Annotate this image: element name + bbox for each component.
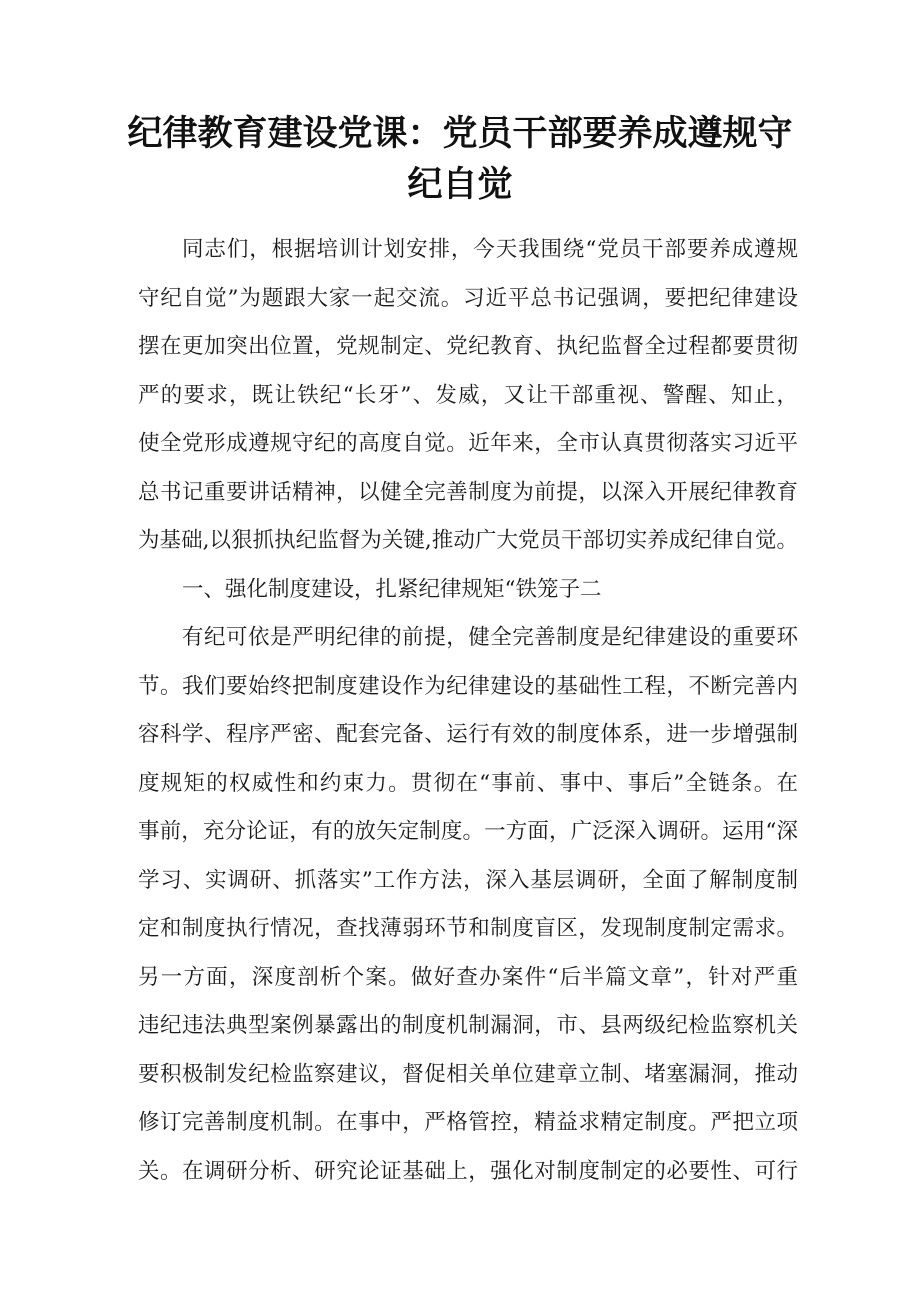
document-title-line-2: 纪自觉 — [407, 165, 513, 205]
paragraph-1-line: 同志们，根据培训计划安排，今天我围绕“党员干部要养成遵规 — [182, 237, 798, 262]
paragraph-1-line: 使全党形成遵规守纪的高度自觉。近年来，全市认真贯彻落实习近平 — [138, 431, 798, 456]
section-heading: 一、强化制度建设，扎紧纪律规矩“铁笼子二 — [182, 576, 602, 602]
paragraph-1-line: 摆在更加突出位置，党规制定、党纪教育、执纪监督全过程都要贯彻 — [138, 334, 798, 359]
paragraph-2-line: 学习、实调研、抓落实”工作方法，深入基层调研，全面了解制度制 — [138, 867, 798, 893]
paragraph-2-line: 有纪可依是严明纪律的前提，健全完善制度是纪律建设的重要环 — [182, 625, 798, 650]
paragraph-1-line: 严的要求，既让铁纪“长牙”、发威，又让干部重视、警醒、知止， — [138, 382, 798, 408]
paragraph-2-line: 容科学、程序严密、配套完备、运行有效的制度体系，进一步增强制 — [138, 722, 798, 747]
paragraph-2-line: 定和制度执行情况，查找薄弱环节和制度盲区，发现制度制定需求。 — [138, 916, 798, 941]
paragraph-2-line: 关。在调研分析、研究论证基础上，强化对制度制定的必要性、可行 — [138, 1158, 798, 1184]
document-body — [138, 226, 798, 1196]
paragraph-1-line: 总书记重要讲话精神，以健全完善制度为前提，以深入开展纪律教育 — [138, 479, 798, 505]
document-title-line-1: 纪律教育建设党课：党员干部要养成遵规守 — [127, 114, 793, 154]
paragraph-2-line: 另一方面，深度剖析个案。做好查办案件“后半篇文章”，针对严重 — [138, 964, 798, 990]
paragraph-2-line: 违纪违法典型案例暴露出的制度机制漏洞，市、县两级纪检监察机关 — [138, 1013, 798, 1038]
paragraph-1-line: 为基础,以狠抓执纪监督为关键,推动广大党员干部切实养成纪律自觉。 — [138, 528, 798, 553]
paragraph-2-line: 修订完善制度机制。在事中，严格管控，精益求精定制度。严把立项 — [138, 1110, 798, 1135]
paragraph-2-line: 度规矩的权威性和约束力。贯彻在“事前、事中、事后”全链条。在 — [138, 770, 798, 796]
paragraph-2-line: 节。我们要始终把制度建设作为纪律建设的基础性工程，不断完善内 — [138, 673, 798, 699]
paragraph-2-line: 事前，充分论证，有的放矢定制度。一方面，广泛深入调研。运用“深 — [138, 819, 798, 844]
paragraph-1-line: 守纪自觉”为题跟大家一起交流。习近平总书记强调，要把纪律建设 — [138, 285, 798, 311]
paragraph-2-line: 要积极制发纪检监察建议，督促相关单位建章立制、堵塞漏洞，推动 — [138, 1061, 798, 1087]
